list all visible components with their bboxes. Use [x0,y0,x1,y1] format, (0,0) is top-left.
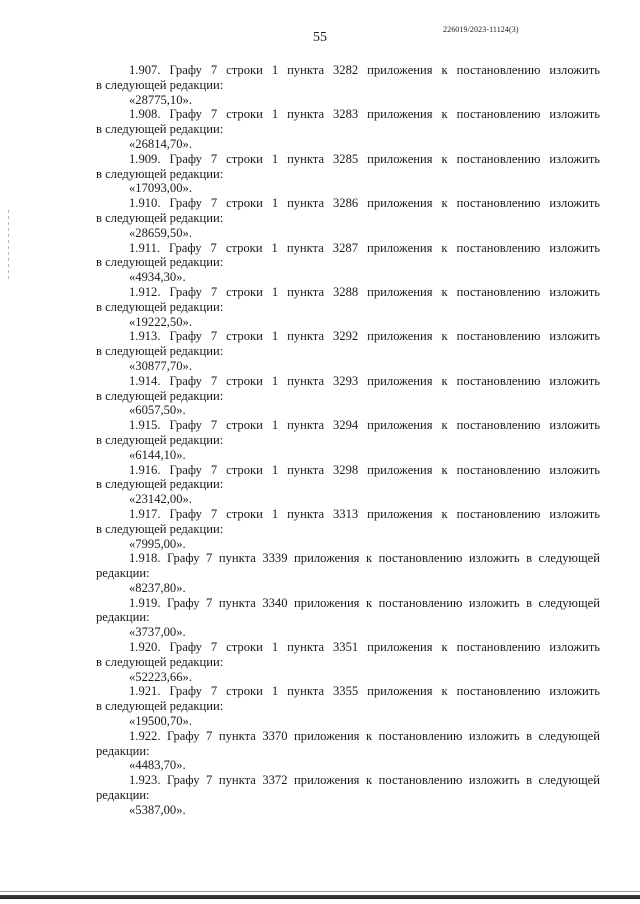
amendment-text-continuation: в следующей редакции: [96,432,224,447]
amendment-text: 1.907. Графу 7 строки 1 пункта 3282 приложения к постановлению изложить [129,63,600,77]
amendment-value: «23142,00». [129,492,192,507]
amendment-paragraph [96,773,600,817]
amendment-text: 1.923. Графу 7 пункта 3372 приложения к постановлению изложить в следующей [129,773,600,788]
amendment-value: «6144,10». [129,447,186,462]
scan-bottom-edge [0,895,640,899]
amendment-text-continuation: в следующей редакции: [96,255,224,270]
amendment-text: 1.914. Графу 7 строки 1 пункта 3293 приложения к постановлению изложить [129,373,600,388]
amendment-text-continuation: в следующей редакции: [96,77,224,92]
page-number: 55 [313,30,327,45]
binding-marks [8,210,9,280]
amendment-text-continuation: в следующей редакции: [96,166,224,181]
amendment-text-continuation: в следующей редакции: [96,299,224,314]
amendment-paragraph [96,152,600,196]
amendment-paragraph [96,63,600,107]
amendment-paragraph [96,551,600,595]
amendment-paragraph [96,729,600,773]
amendment-text-continuation: редакции: [96,743,150,758]
amendment-value: «4934,30». [129,270,186,285]
amendment-value: «4483,70». [129,758,186,773]
amendment-value: «7995,00». [129,536,186,551]
amendment-value: «26814,70». [129,136,192,151]
amendment-value: «8237,80». [129,580,186,595]
amendment-paragraph [96,285,600,329]
amendment-value: «6057,50». [129,403,186,418]
amendment-text-continuation: в следующей редакции: [96,344,224,359]
amendment-text: 1.920. Графу 7 строки 1 пункта 3351 приложения к постановлению изложить [129,640,600,655]
amendment-value: «30877,70». [129,358,192,373]
amendment-text: 1.910. Графу 7 строки 1 пункта 3286 приложения к постановлению изложить [129,196,600,211]
document-body [96,63,600,818]
document-id: 226019/2023-11124(3) [443,25,519,34]
scan-edge-line [0,891,640,892]
amendment-value: «19500,70». [129,714,192,729]
amendment-paragraph [96,107,600,151]
amendment-text-continuation: редакции: [96,788,150,803]
amendment-text-continuation: редакции: [96,610,150,625]
amendment-paragraph [96,196,600,240]
amendment-text-continuation: в следующей редакции: [96,122,224,137]
amendment-text: 1.919. Графу 7 пункта 3340 приложения к постановлению изложить в следующей [129,595,600,610]
amendment-text-continuation: в следующей редакции: [96,699,224,714]
amendment-text-continuation: в следующей редакции: [96,521,224,536]
amendment-text: 1.918. Графу 7 пункта 3339 приложения к постановлению изложить в следующей [129,551,600,566]
amendment-paragraph [96,507,600,551]
amendment-text: 1.922. Графу 7 пункта 3370 приложения к постановлению изложить в следующей [129,728,600,743]
amendment-value: «17093,00». [129,181,192,196]
amendment-text-continuation: в следующей редакции: [96,210,224,225]
amendment-paragraph [96,374,600,418]
amendment-text: 1.909. Графу 7 строки 1 пункта 3285 приложения к постановлению изложить [129,151,600,166]
amendment-value: «28659,50». [129,225,192,240]
amendment-value: «5387,00». [129,802,186,817]
amendment-paragraph [96,640,600,684]
amendment-text-continuation: в следующей редакции: [96,654,224,669]
amendment-value: «19222,50». [129,314,192,329]
amendment-paragraph [96,329,600,373]
amendment-text: 1.908. Графу 7 строки 1 пункта 3283 приложения к постановлению изложить [129,107,600,122]
amendment-text: 1.921. Графу 7 строки 1 пункта 3355 приложения к постановлению изложить [129,684,600,699]
amendment-text-continuation: в следующей редакции: [96,388,224,403]
amendment-value: «28775,10». [129,92,192,107]
amendment-text-continuation: редакции: [96,566,150,581]
amendment-paragraph [96,418,600,462]
amendment-text-continuation: в следующей редакции: [96,477,224,492]
amendment-text: 1.915. Графу 7 строки 1 пункта 3294 приложения к постановлению изложить [129,418,600,433]
amendment-text: 1.917. Графу 7 строки 1 пункта 3313 приложения к постановлению изложить [129,506,600,521]
amendment-value: «52223,66». [129,669,192,684]
amendment-value: «3737,00». [129,625,186,640]
amendment-paragraph [96,684,600,728]
amendment-text: 1.911. Графу 7 строки 1 пункта 3287 приложения к постановлению изложить [129,240,600,255]
amendment-paragraph [96,241,600,285]
amendment-paragraph [96,463,600,507]
amendment-text: 1.912. Графу 7 строки 1 пункта 3288 приложения к постановлению изложить [129,284,600,299]
amendment-paragraph [96,596,600,640]
amendment-text: 1.913. Графу 7 строки 1 пункта 3292 приложения к постановлению изложить [129,329,600,344]
amendment-text: 1.916. Графу 7 строки 1 пункта 3298 приложения к постановлению изложить [129,462,600,477]
